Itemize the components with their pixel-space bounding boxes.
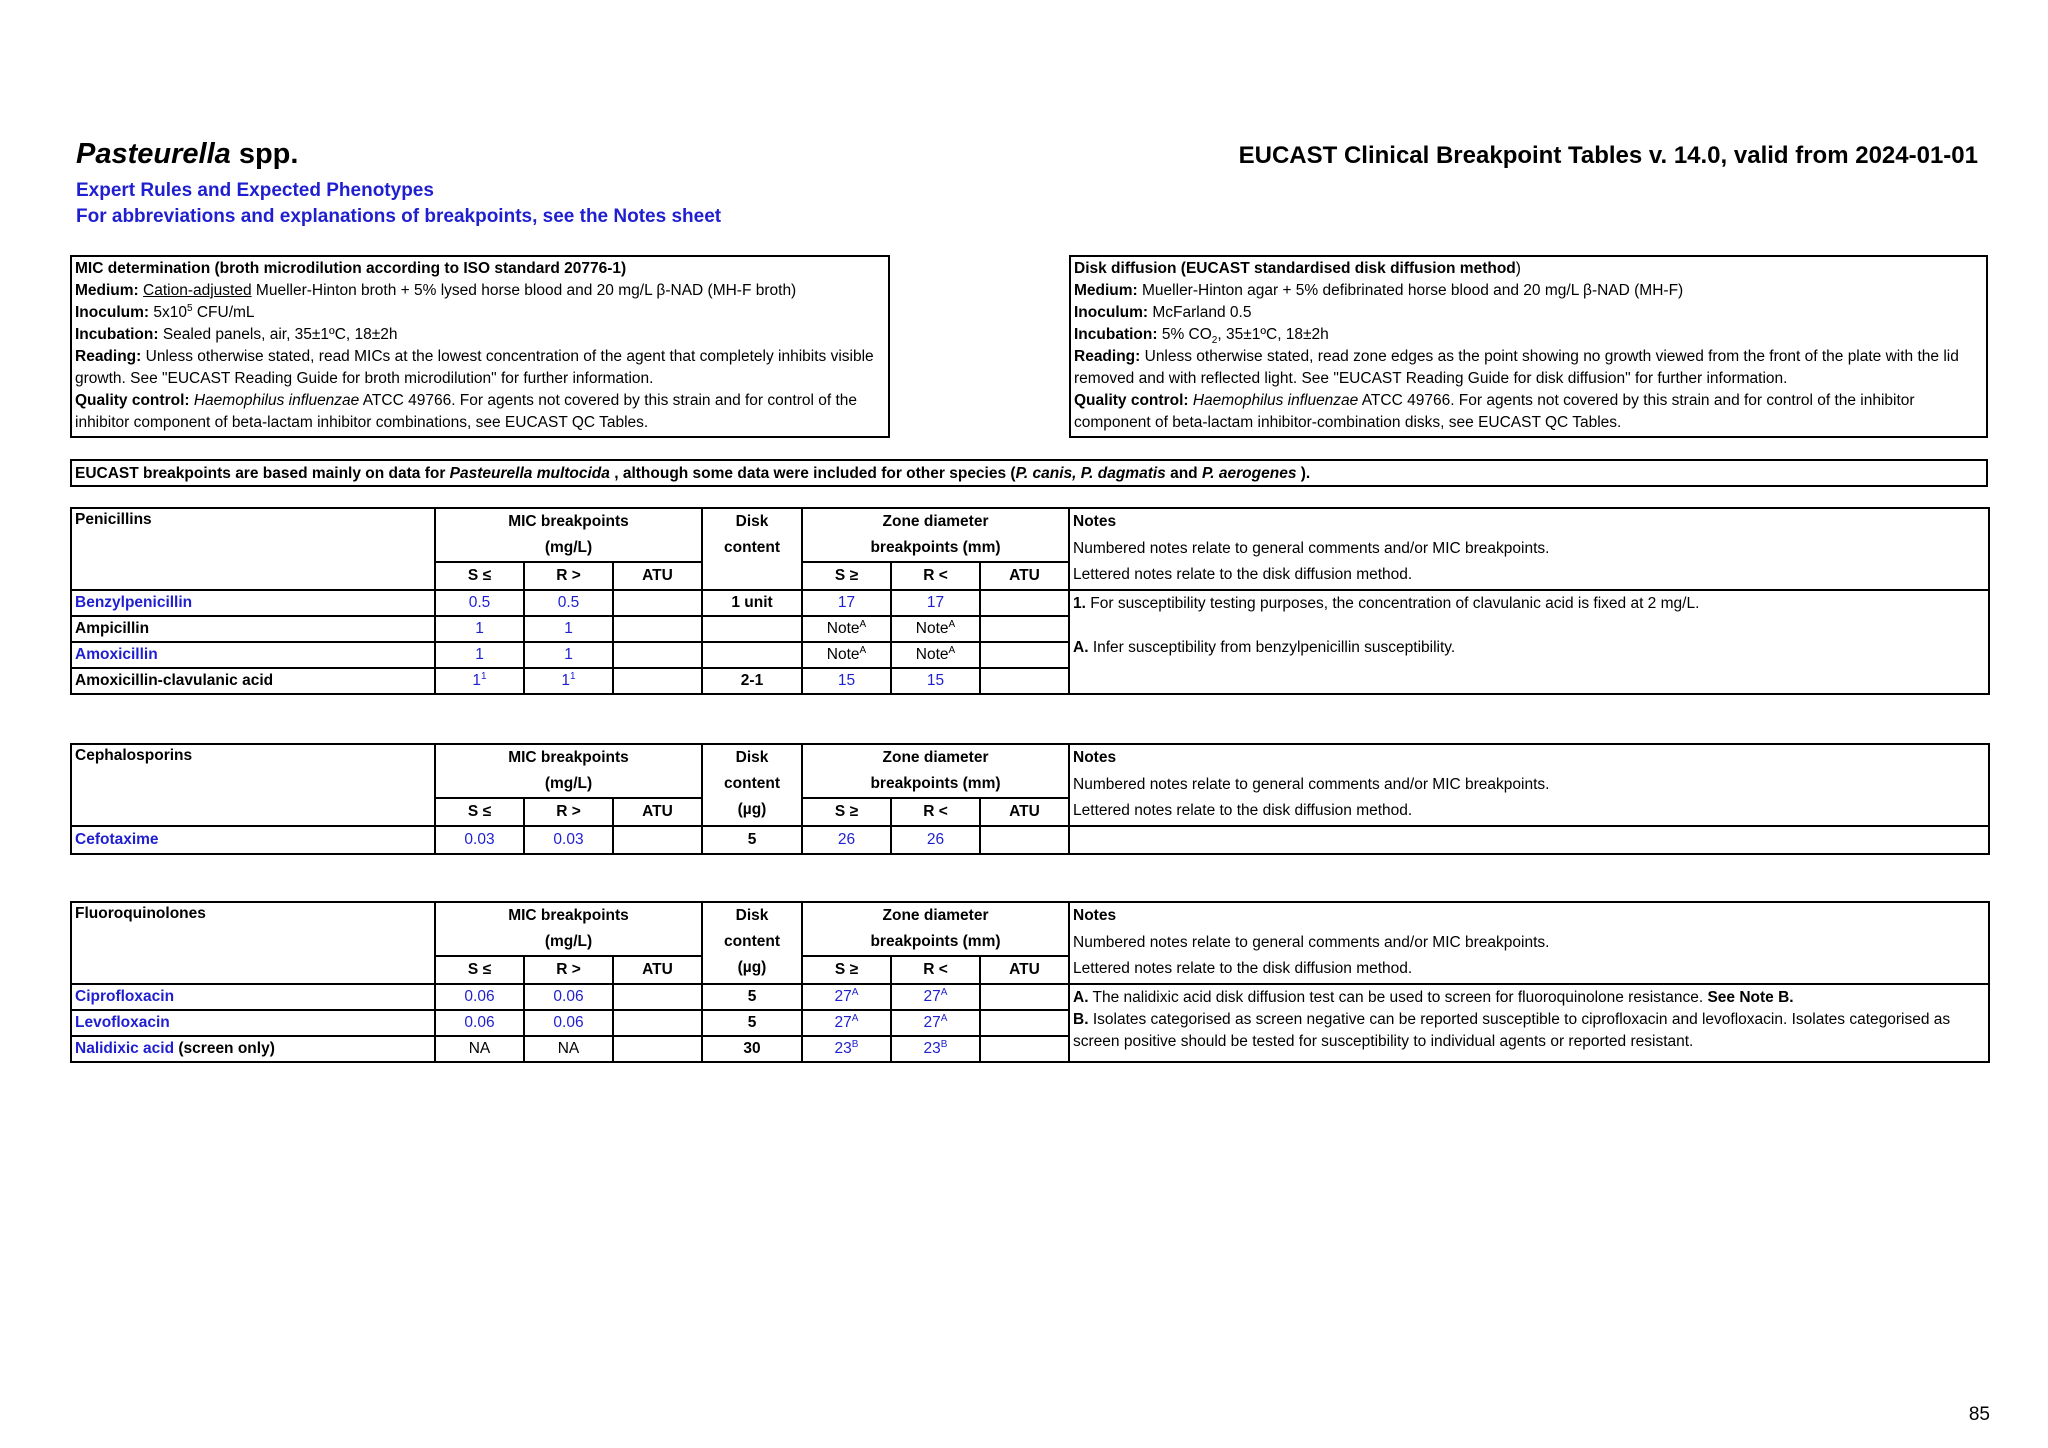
- mic-atu-value: [613, 590, 702, 616]
- note-b-label: B.: [1073, 1011, 1089, 1028]
- disk-content-header: [702, 744, 802, 826]
- zone-header-line2: breakpoints (mm): [870, 539, 1001, 556]
- notes-header: [1069, 744, 1989, 826]
- mic-r-number: 1: [561, 672, 571, 689]
- zone-s-note-ref: A: [851, 986, 859, 998]
- zone-r-number: 27: [923, 1014, 941, 1031]
- notes-lettered-text: Lettered notes relate to the disk diffusion method.: [1073, 802, 1413, 819]
- agent-levofloxacin[interactable]: Levofloxacin: [71, 1010, 435, 1036]
- mic-r-value: [524, 668, 613, 694]
- zone-r-note-ref: A: [940, 986, 948, 998]
- disk-medium-label: Medium:: [1074, 282, 1138, 299]
- zone-atu-value: [980, 1010, 1069, 1036]
- zone-s-number: 27: [834, 1014, 852, 1031]
- mic-atu-value: [613, 984, 702, 1010]
- zone-s-number: 27: [834, 988, 852, 1005]
- zone-atu-header: ATU: [980, 956, 1069, 984]
- species-note-mid: , although some data were included for other species (: [609, 465, 1016, 482]
- zone-s-note-ref: A: [859, 644, 867, 656]
- species-note-pre: EUCAST breakpoints are based mainly on data for: [75, 465, 450, 482]
- note-a-text: The nalidixic acid disk diffusion test can be used to screen for fluoroquinolone resistance.: [1088, 989, 1708, 1006]
- zone-s-note-ref: A: [859, 618, 867, 630]
- species-note-species2: P. aerogenes: [1201, 465, 1297, 482]
- mic-r-header: R >: [524, 562, 613, 590]
- mic-inoculum-label: Inoculum:: [75, 304, 150, 321]
- mic-r-note-ref: 1: [570, 670, 576, 682]
- zone-r-value: [891, 642, 980, 668]
- zone-s-note: Note: [826, 646, 860, 663]
- notes-lettered-text: Lettered notes relate to the disk diffusion method.: [1073, 960, 1413, 977]
- mic-inoculum-exponent: 5: [186, 302, 193, 314]
- disk-content-value: 5: [702, 1010, 802, 1036]
- mic-s-value: 0.5: [435, 590, 524, 616]
- mic-determination-box: [70, 255, 890, 438]
- mic-qc-text: ATCC 49766. For agents not covered by this strain and for control of the inhibitor component of beta-lactam inhibitor combinations, see EUCAST QC Tables.: [75, 392, 857, 431]
- agent-amoxicillin-clavulanic-acid: Amoxicillin-clavulanic acid: [71, 668, 435, 694]
- disk-qc-label: Quality control:: [1074, 392, 1189, 409]
- disk-content-value: [702, 642, 802, 668]
- disk-content-value: 30: [702, 1036, 802, 1062]
- disk-header-line3: (µg): [737, 801, 767, 818]
- disk-header-line1: Disk: [735, 749, 769, 766]
- note-1-label: 1.: [1073, 595, 1086, 612]
- disk-box-title: Disk diffusion (EUCAST standardised disk diffusion method: [1074, 260, 1516, 277]
- mic-incubation-text: Sealed panels, air, 35±1ºC, 18±2h: [158, 326, 398, 343]
- fluoroquinolones-notes: [1069, 984, 1989, 1062]
- mic-atu-value: [613, 1036, 702, 1062]
- agent-nalidixic-acid[interactable]: [71, 1036, 435, 1062]
- mic-qc-organism: Haemophilus influenzae: [193, 392, 360, 409]
- notes-header: [1069, 902, 1989, 984]
- notes-title: Notes: [1073, 513, 1117, 530]
- mic-r-value: 1: [524, 642, 613, 668]
- zone-atu-value: [980, 642, 1069, 668]
- notes-numbered-text: Numbered notes relate to general comments and/or MIC breakpoints.: [1073, 933, 1550, 951]
- zone-r-note: Note: [915, 646, 949, 663]
- zone-atu-value: [980, 826, 1069, 854]
- table-row: [71, 984, 1989, 1010]
- zone-r-note-ref: A: [948, 644, 956, 656]
- agent-ciprofloxacin[interactable]: Ciprofloxacin: [71, 984, 435, 1010]
- disk-incubation-text: , 35±1ºC, 18±2h: [1217, 326, 1329, 343]
- zone-r-note-ref: A: [948, 618, 956, 630]
- zone-atu-value: [980, 616, 1069, 642]
- mic-header-line2: (mg/L): [544, 539, 593, 556]
- fluoroquinolones-table: [70, 901, 1990, 1063]
- zone-s-header: S ≥: [802, 956, 891, 984]
- zone-r-value: [891, 984, 980, 1010]
- penicillins-table: [70, 507, 1990, 695]
- disk-incubation-co2: 5% CO: [1157, 326, 1212, 343]
- mic-atu-header: ATU: [613, 956, 702, 984]
- zone-r-note: Note: [915, 620, 949, 637]
- mic-breakpoints-header: [435, 902, 702, 956]
- mic-header-line1: MIC breakpoints: [508, 749, 629, 766]
- zone-diameter-header: [802, 744, 1069, 798]
- notes-header: [1069, 508, 1989, 590]
- mic-s-value: 0.06: [435, 984, 524, 1010]
- agent-amoxicillin[interactable]: Amoxicillin: [71, 642, 435, 668]
- mic-r-header: R >: [524, 956, 613, 984]
- zone-s-value: 26: [802, 826, 891, 854]
- notes-numbered-text: Numbered notes relate to general comments and/or MIC breakpoints.: [1073, 775, 1550, 793]
- disk-header-line2: content: [724, 775, 780, 792]
- zone-r-value: 17: [891, 590, 980, 616]
- agent-ampicillin: Ampicillin: [71, 616, 435, 642]
- zone-s-value: [802, 1010, 891, 1036]
- disk-content-value: 1 unit: [702, 590, 802, 616]
- group-title: Cephalosporins: [71, 744, 435, 826]
- mic-atu-value: [613, 1010, 702, 1036]
- zone-r-note-ref: A: [940, 1012, 948, 1024]
- zone-s-note-ref: A: [851, 1012, 859, 1024]
- mic-incubation-label: Incubation:: [75, 326, 159, 343]
- mic-atu-header: ATU: [613, 562, 702, 590]
- mic-header-line2: (mg/L): [544, 933, 593, 950]
- mic-r-value: 1: [524, 616, 613, 642]
- disk-header-line1: Disk: [735, 907, 769, 924]
- mic-medium-label: Medium:: [75, 282, 139, 299]
- disk-box-title-close: ): [1515, 260, 1521, 277]
- mic-s-value: 1: [435, 642, 524, 668]
- disk-reading-text: Unless otherwise stated, read zone edges as the point showing no growth viewed from the front of the plate with the lid removed and with reflected light. See "EUCAST Reading Guide for disk diffusion" for further information.: [1074, 348, 1959, 387]
- species-note-species1: P. canis, P. dagmatis: [1015, 465, 1166, 482]
- mic-r-value: 0.03: [524, 826, 613, 854]
- zone-r-value: 15: [891, 668, 980, 694]
- species-note-organism: Pasteurella multocida: [449, 465, 610, 482]
- mic-r-header: R >: [524, 798, 613, 826]
- note-a-label: A.: [1073, 989, 1089, 1006]
- zone-r-number: 27: [923, 988, 941, 1005]
- zone-s-header: S ≥: [802, 798, 891, 826]
- mic-s-value: [435, 668, 524, 694]
- disk-header-line2: content: [724, 933, 780, 950]
- zone-s-number: 23: [834, 1040, 852, 1057]
- zone-s-note-ref: B: [851, 1038, 859, 1050]
- mic-s-value: NA: [435, 1036, 524, 1062]
- mic-r-value: 0.5: [524, 590, 613, 616]
- table-row: [71, 590, 1989, 616]
- zone-atu-value: [980, 668, 1069, 694]
- mic-header-line2: (mg/L): [544, 775, 593, 792]
- disk-content-value: 5: [702, 826, 802, 854]
- mic-atu-value: [613, 668, 702, 694]
- zone-r-value: [891, 1010, 980, 1036]
- mic-medium-text: Mueller-Hinton broth + 5% lysed horse blood and 20 mg/L β-NAD (MH-F broth): [251, 282, 797, 299]
- mic-atu-value: [613, 616, 702, 642]
- mic-reading-text: Unless otherwise stated, read MICs at the lowest concentration of the agent that completely inhibits visible growth. See "EUCAST Reading Guide for broth microdilution" for further information.: [75, 348, 874, 387]
- notes-numbered-text: Numbered notes relate to general comments and/or MIC breakpoints.: [1073, 539, 1550, 557]
- zone-r-value: [891, 1036, 980, 1062]
- group-title: Fluoroquinolones: [71, 902, 435, 984]
- zone-r-value: [891, 616, 980, 642]
- mic-atu-header: ATU: [613, 798, 702, 826]
- page-number: 85: [1968, 1404, 1990, 1425]
- mic-s-number: 1: [472, 672, 482, 689]
- mic-s-value: 0.03: [435, 826, 524, 854]
- mic-s-value: 0.06: [435, 1010, 524, 1036]
- mic-s-note-ref: 1: [481, 670, 487, 682]
- species-basis-note: [70, 459, 1988, 487]
- mic-header-line1: MIC breakpoints: [508, 907, 629, 924]
- disk-qc-text: ATCC 49766. For agents not covered by this strain and for control of the inhibitor component of beta-lactam inhibitor-combination disks, see EUCAST QC Tables.: [1074, 392, 1915, 431]
- disk-content-header: [702, 508, 802, 590]
- genus-suffix: spp.: [230, 138, 299, 170]
- disk-content-value: 5: [702, 984, 802, 1010]
- zone-r-note-ref: B: [940, 1038, 948, 1050]
- expert-rules-link[interactable]: Expert Rules and Expected Phenotypes: [76, 180, 434, 201]
- page-title: [76, 138, 298, 171]
- zone-atu-value: [980, 590, 1069, 616]
- zone-s-note: Note: [826, 620, 860, 637]
- agent-nalidixic-acid-name[interactable]: Nalidixic acid: [75, 1040, 175, 1057]
- mic-qc-label: Quality control:: [75, 392, 190, 409]
- agent-screen-only-suffix: (screen only): [174, 1040, 275, 1057]
- zone-diameter-header: [802, 902, 1069, 956]
- zone-diameter-header: [802, 508, 1069, 562]
- notes-lettered-text: Lettered notes relate to the disk diffusion method.: [1073, 566, 1413, 583]
- note-a-text: Infer susceptibility from benzylpenicillin susceptibility.: [1088, 639, 1456, 656]
- disk-reading-label: Reading:: [1074, 348, 1141, 365]
- mic-r-value: NA: [524, 1036, 613, 1062]
- mic-r-value: 0.06: [524, 984, 613, 1010]
- cephalosporins-notes: [1069, 826, 1989, 854]
- zone-atu-value: [980, 984, 1069, 1010]
- mic-reading-label: Reading:: [75, 348, 142, 365]
- disk-header-line3: (µg): [737, 959, 767, 976]
- zone-header-line2: breakpoints (mm): [870, 775, 1001, 792]
- mic-atu-value: [613, 642, 702, 668]
- mic-s-header: S ≤: [435, 562, 524, 590]
- zone-r-header: R <: [891, 798, 980, 826]
- disk-inoculum-text: McFarland 0.5: [1148, 304, 1252, 321]
- disk-content-value: 2-1: [702, 668, 802, 694]
- mic-atu-value: [613, 826, 702, 854]
- penicillins-notes: [1069, 590, 1989, 694]
- disk-content-header: [702, 902, 802, 984]
- group-title: Penicillins: [71, 508, 435, 590]
- disk-header-line2: content: [724, 539, 780, 556]
- disk-incubation-subscript: 2: [1211, 335, 1218, 347]
- notes-sheet-link[interactable]: For abbreviations and explanations of breakpoints, see the Notes sheet: [76, 206, 722, 227]
- zone-s-header: S ≥: [802, 562, 891, 590]
- mic-header-line1: MIC breakpoints: [508, 513, 629, 530]
- document-title: EUCAST Clinical Breakpoint Tables v. 14.0, valid from 2024-01-01: [1238, 142, 1978, 169]
- notes-title: Notes: [1073, 749, 1117, 766]
- species-note-and: and: [1165, 465, 1202, 482]
- zone-header-line1: Zone diameter: [882, 749, 989, 766]
- mic-s-value: 1: [435, 616, 524, 642]
- agent-benzylpenicillin[interactable]: Benzylpenicillin: [71, 590, 435, 616]
- disk-diffusion-box: [1069, 255, 1988, 438]
- mic-s-header: S ≤: [435, 798, 524, 826]
- mic-breakpoints-header: [435, 744, 702, 798]
- mic-inoculum-unit: CFU/mL: [192, 304, 255, 321]
- note-b-text: Isolates categorised as screen negative can be reported susceptible to ciprofloxacin and levofloxacin. Isolates categorised as screen positive should be tested for susceptibility to individual agents or reported resistant.: [1073, 1011, 1951, 1050]
- disk-medium-text: Mueller-Hinton agar + 5% defibrinated horse blood and 20 mg/L β-NAD (MH-F): [1137, 282, 1684, 299]
- species-note-post: ).: [1296, 465, 1311, 482]
- zone-r-header: R <: [891, 956, 980, 984]
- agent-cefotaxime[interactable]: Cefotaxime: [71, 826, 435, 854]
- zone-s-value: [802, 642, 891, 668]
- cephalosporins-table: [70, 743, 1990, 855]
- zone-s-value: 15: [802, 668, 891, 694]
- genus-name: Pasteurella: [76, 138, 231, 170]
- disk-incubation-label: Incubation:: [1074, 326, 1158, 343]
- mic-breakpoints-header: [435, 508, 702, 562]
- note-1-text: For susceptibility testing purposes, the concentration of clavulanic acid is fixed at 2 mg/L.: [1085, 595, 1700, 612]
- zone-header-line1: Zone diameter: [882, 907, 989, 924]
- note-a-see-b: See Note B.: [1707, 989, 1794, 1006]
- notes-title: Notes: [1073, 907, 1117, 924]
- zone-s-value: 17: [802, 590, 891, 616]
- disk-qc-organism: Haemophilus influenzae: [1192, 392, 1359, 409]
- zone-s-value: [802, 616, 891, 642]
- zone-atu-header: ATU: [980, 798, 1069, 826]
- zone-atu-header: ATU: [980, 562, 1069, 590]
- mic-r-value: 0.06: [524, 1010, 613, 1036]
- zone-s-value: [802, 1036, 891, 1062]
- disk-header-line1: Disk: [735, 513, 769, 530]
- zone-r-value: 26: [891, 826, 980, 854]
- mic-box-title: MIC determination (broth microdilution according to ISO standard 20776-1): [75, 260, 627, 277]
- zone-header-line1: Zone diameter: [882, 513, 989, 530]
- zone-header-line2: breakpoints (mm): [870, 933, 1001, 950]
- mic-medium-underlined: Cation-adjusted: [143, 282, 252, 299]
- zone-r-header: R <: [891, 562, 980, 590]
- disk-content-value: [702, 616, 802, 642]
- mic-s-header: S ≤: [435, 956, 524, 984]
- zone-s-value: [802, 984, 891, 1010]
- mic-inoculum-value: 5x10: [149, 304, 187, 321]
- disk-inoculum-label: Inoculum:: [1074, 304, 1149, 321]
- zone-r-number: 23: [923, 1040, 941, 1057]
- zone-atu-value: [980, 1036, 1069, 1062]
- table-row: [71, 826, 1989, 854]
- note-a-label: A.: [1073, 639, 1089, 656]
